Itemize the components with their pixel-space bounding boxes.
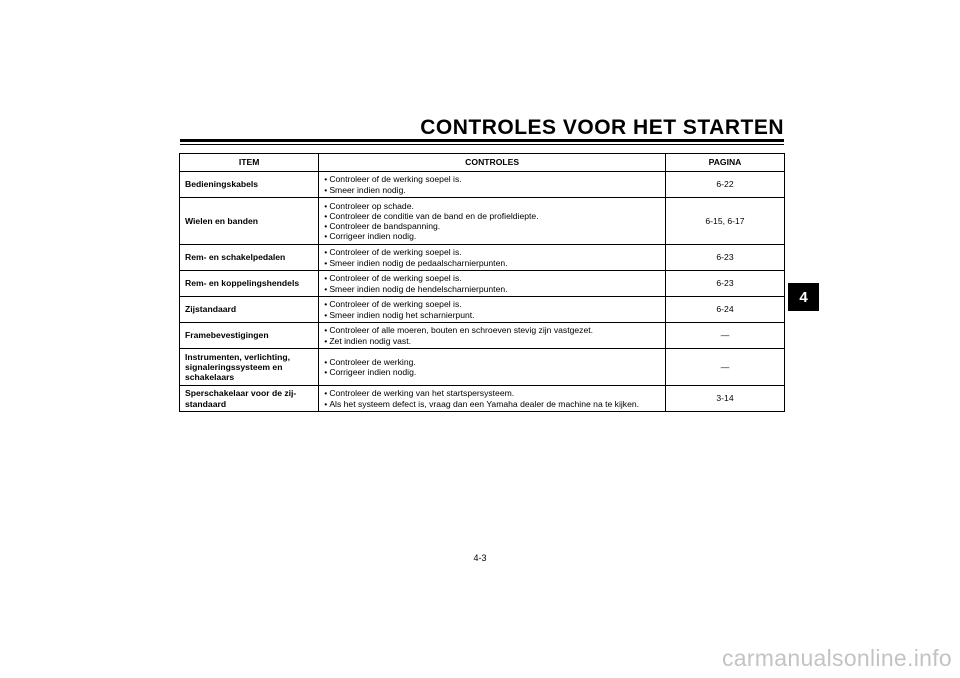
control-step: • Zet indien nodig vast. [324,336,660,346]
page-ref-cell: 6-23 [666,271,785,297]
page-ref-cell: 6-22 [666,172,785,198]
table-row [180,297,785,323]
item-cell: Rem- en koppelingshendels [180,271,319,297]
control-step: • Controleer de werking van het startspersysteem. [324,388,660,398]
table-row [180,198,785,245]
controls-cell [319,349,666,386]
table-row [180,349,785,386]
control-step: • Controleer de bandspanning. [324,221,660,231]
controls-cell [319,172,666,198]
control-step: • Smeer indien nodig het scharnierpunt. [324,310,660,320]
table-row [180,323,785,349]
watermark: carmanualsonline.info [721,645,952,671]
control-step: • Controleer of de werking soepel is. [324,174,660,184]
page-ref-cell: 6-24 [666,297,785,323]
page-title: CONTROLES VOOR HET STARTEN [420,116,784,139]
page-ref-cell: 6-15, 6-17 [666,198,785,245]
table-row [180,172,785,198]
control-step: • Controleer de werking. [324,357,660,367]
control-step: • Corrigeer indien nodig. [324,231,660,241]
title-rule-thick [180,139,784,142]
pre-start-checks-table [179,153,785,412]
table-row [180,386,785,412]
controls-cell [319,245,666,271]
control-step: • Controleer of de werking soepel is. [324,273,660,283]
page-ref-cell: 3-14 [666,386,785,412]
control-step: • Controleer of alle moeren, bouten en schroeven stevig zijn vastgezet. [324,325,660,335]
controls-cell [319,198,666,245]
controls-cell [319,386,666,412]
item-cell: Sperschakelaar voor de zij-standaard [180,386,319,412]
page-ref-cell: — [666,323,785,349]
table-row [180,245,785,271]
table-header-row [180,154,785,172]
item-cell: Framebevestigingen [180,323,319,349]
item-cell: Zijstandaard [180,297,319,323]
control-step: • Corrigeer indien nodig. [324,367,660,377]
control-step: • Controleer of de werking soepel is. [324,247,660,257]
item-cell: Bedieningskabels [180,172,319,198]
item-cell: Wielen en banden [180,198,319,245]
page-ref-cell: 6-23 [666,245,785,271]
control-step: • Controleer op schade. [324,201,660,211]
control-step: • Als het systeem defect is, vraag dan een Yamaha dealer de machine na te kijken. [324,399,660,409]
control-step: • Controleer de conditie van de band en de profieldiepte. [324,211,660,221]
control-step: • Smeer indien nodig de pedaalscharnierpunten. [324,258,660,268]
control-step: • Smeer indien nodig de hendelscharnierpunten. [324,284,660,294]
controls-cell [319,271,666,297]
control-step: • Smeer indien nodig. [324,185,660,195]
controls-cell [319,323,666,349]
column-header-controls: CONTROLES [319,154,666,172]
controls-cell [319,297,666,323]
column-header-page: PAGINA [666,154,785,172]
item-cell: Rem- en schakelpedalen [180,245,319,271]
item-cell: Instrumenten, verlichting, signaleringssysteem en schakelaars [180,349,319,386]
chapter-tab: 4 [788,283,819,311]
page-ref-cell: — [666,349,785,386]
title-rule-thin [180,144,784,145]
table-row [180,271,785,297]
page-number: 4-3 [473,553,487,563]
column-header-item: ITEM [180,154,319,172]
control-step: • Controleer of de werking soepel is. [324,299,660,309]
